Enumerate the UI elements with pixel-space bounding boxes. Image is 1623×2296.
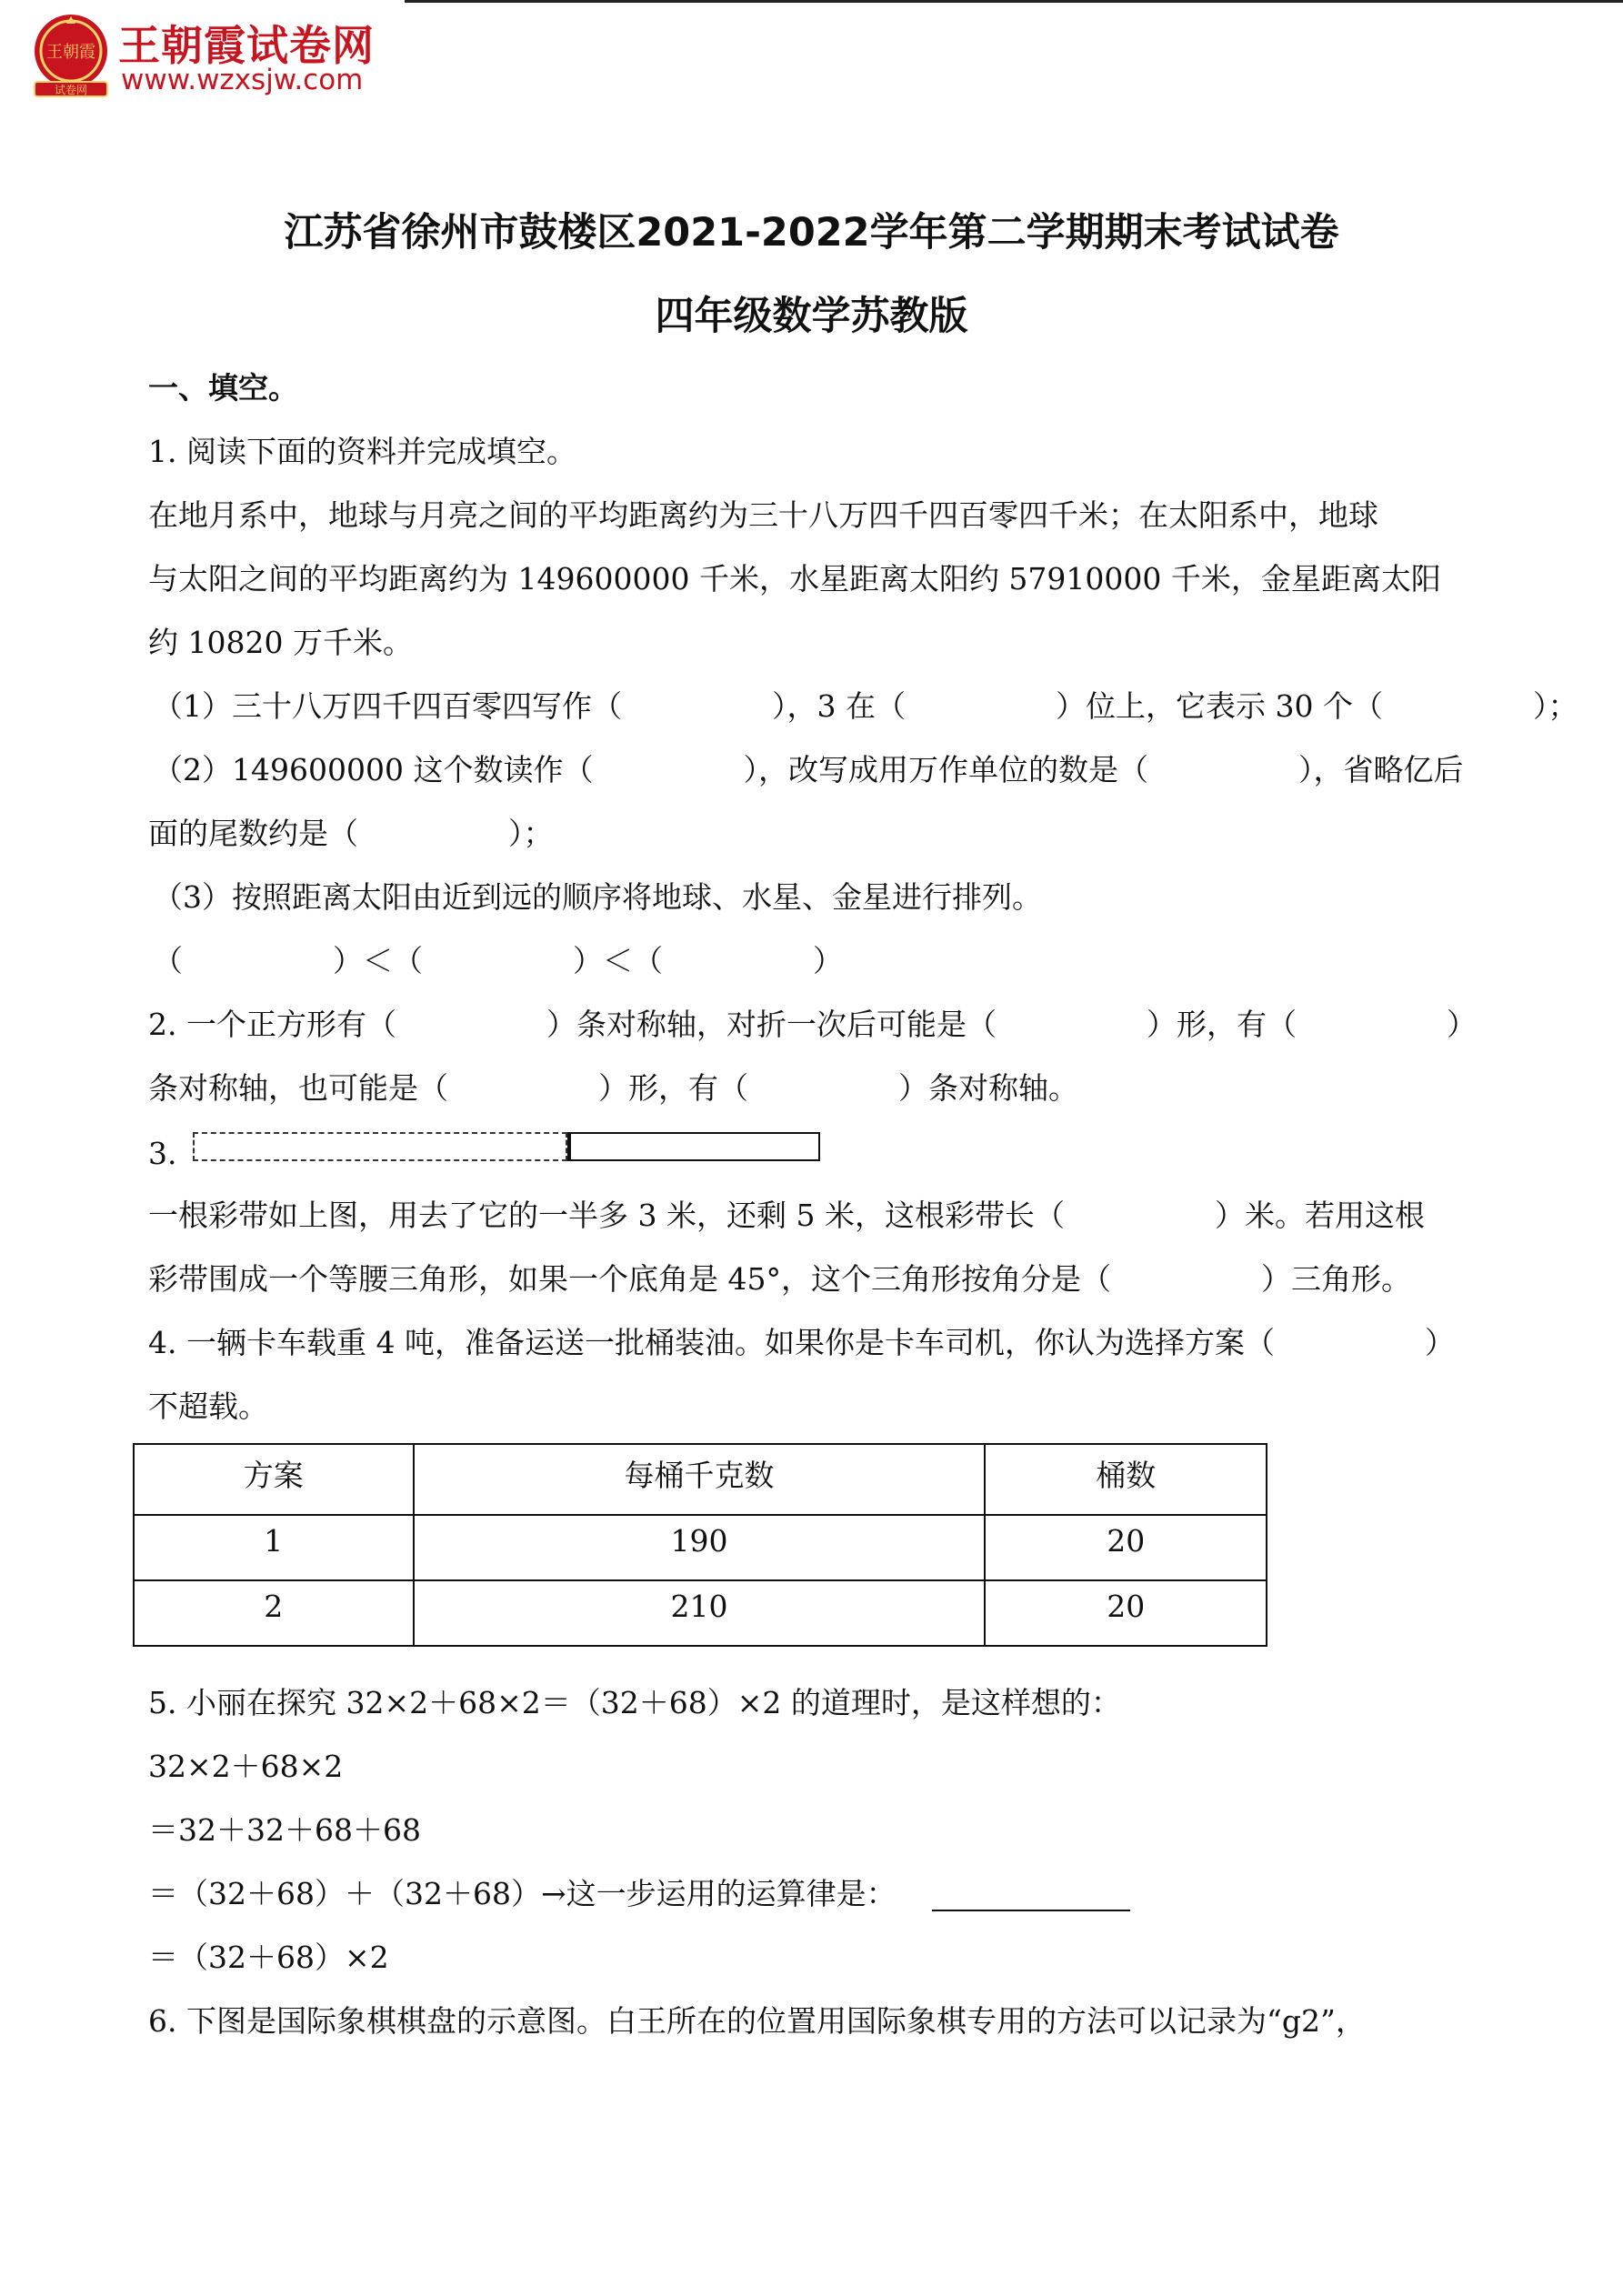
q4-line: 4. 一辆卡车载重 4 吨，准备运送一批桶装油。如果你是卡车司机，你认为选择方案（ ） — [148, 1325, 1455, 1360]
table-header-row — [134, 1444, 1267, 1515]
q1-part1: （1）三十八万四千四百零四写作（ ），3 在（ ）位上，它表示 30 个（ ）； — [153, 688, 1578, 724]
q3-line: 彩带围成一个等腰三角形，如果一个底角是 45°，这个三角形按角分是（ ）三角形。 — [148, 1261, 1411, 1297]
table-row — [134, 1580, 1267, 1646]
logo-text: 王朝霞 — [46, 43, 95, 62]
q1-passage-line: 约 10820 万千米。 — [148, 625, 413, 660]
q1-intro: 1. 阅读下面的资料并完成填空。 — [148, 434, 576, 469]
brand-logo-icon — [25, 9, 116, 100]
plan-table — [133, 1443, 1267, 1647]
q6-line: 6. 下图是国际象棋棋盘的示意图。白王所在的位置用国际象棋专用的方法可以记录为“g2”， — [148, 2003, 1366, 2039]
ribbon-remaining-segment — [567, 1132, 820, 1161]
q5-intro: 5. 小丽在探究 32×2＋68×2＝（32＋68）×2 的道理时，是这样想的： — [148, 1685, 1121, 1720]
table-header-cell: 桶数 — [985, 1444, 1267, 1515]
brand-name[interactable]: 王朝霞试卷网 — [118, 21, 375, 70]
q4-line: 不超载。 — [148, 1389, 268, 1424]
q3-line: 一根彩带如上图，用去了它的一半多 3 米，还剩 5 米，这根彩带长（ ）米。若用这根 — [148, 1198, 1425, 1233]
table-cell: 2 — [134, 1580, 414, 1646]
q5-step: 32×2＋68×2 — [148, 1749, 344, 1784]
table-cell: 20 — [985, 1580, 1267, 1646]
q5-step: ＝32＋32＋68＋68 — [148, 1812, 421, 1848]
answer-blank-line[interactable] — [932, 1910, 1130, 1911]
q1-passage-line: 在地月系中，地球与月亮之间的平均距离约为三十八万四千四百零四千米；在太阳系中，地球 — [148, 497, 1378, 533]
ribbon-used-segment — [193, 1132, 567, 1161]
q1-part3: （3）按照距离太阳由近到远的顺序将地球、水星、金星进行排列。 — [153, 879, 1042, 915]
exam-subtitle: 四年级数学苏教版 — [655, 294, 968, 339]
table-cell: 1 — [134, 1515, 414, 1580]
brand-url[interactable]: www.wzxsjw.com — [121, 64, 364, 96]
q1-part3-answer: （ ）＜（ ）＜（ ） — [153, 943, 843, 978]
logo-ribbon-text: 试卷网 — [54, 84, 88, 96]
section-heading: 一、填空。 — [148, 370, 298, 406]
q2-line: 条对称轴，也可能是（ ）形，有（ ）条对称轴。 — [148, 1070, 1078, 1106]
table-row — [134, 1515, 1267, 1580]
table-cell: 210 — [414, 1580, 986, 1646]
table-cell: 20 — [985, 1515, 1267, 1580]
exam-title: 江苏省徐州市鼓楼区2021-2022学年第二学期期末考试试卷 — [284, 210, 1339, 256]
q1-part2-cont: 面的尾数约是（ ）； — [148, 816, 554, 851]
q5-step: ＝（32＋68）×2 — [148, 1940, 389, 1975]
table-header-cell: 每桶千克数 — [414, 1444, 986, 1515]
q2-line: 2. 一个正方形有（ ）条对称轴，对折一次后可能是（ ）形，有（ ） — [148, 1007, 1477, 1042]
q3-number: 3. — [148, 1136, 177, 1171]
q1-passage-line: 与太阳之间的平均距离约为 149600000 千米，水星距离太阳约 57910000 千米，金星距离太阳 — [148, 561, 1441, 597]
table-header-cell: 方案 — [134, 1444, 414, 1515]
q1-part2: （2）149600000 这个数读作（ ），改写成用万作单位的数是（ ），省略亿后 — [153, 752, 1464, 787]
header-rule — [405, 0, 1623, 3]
table-cell: 190 — [414, 1515, 986, 1580]
q5-step: ＝（32＋68）＋（32＋68）→这一步运用的运算律是： — [148, 1876, 897, 1911]
